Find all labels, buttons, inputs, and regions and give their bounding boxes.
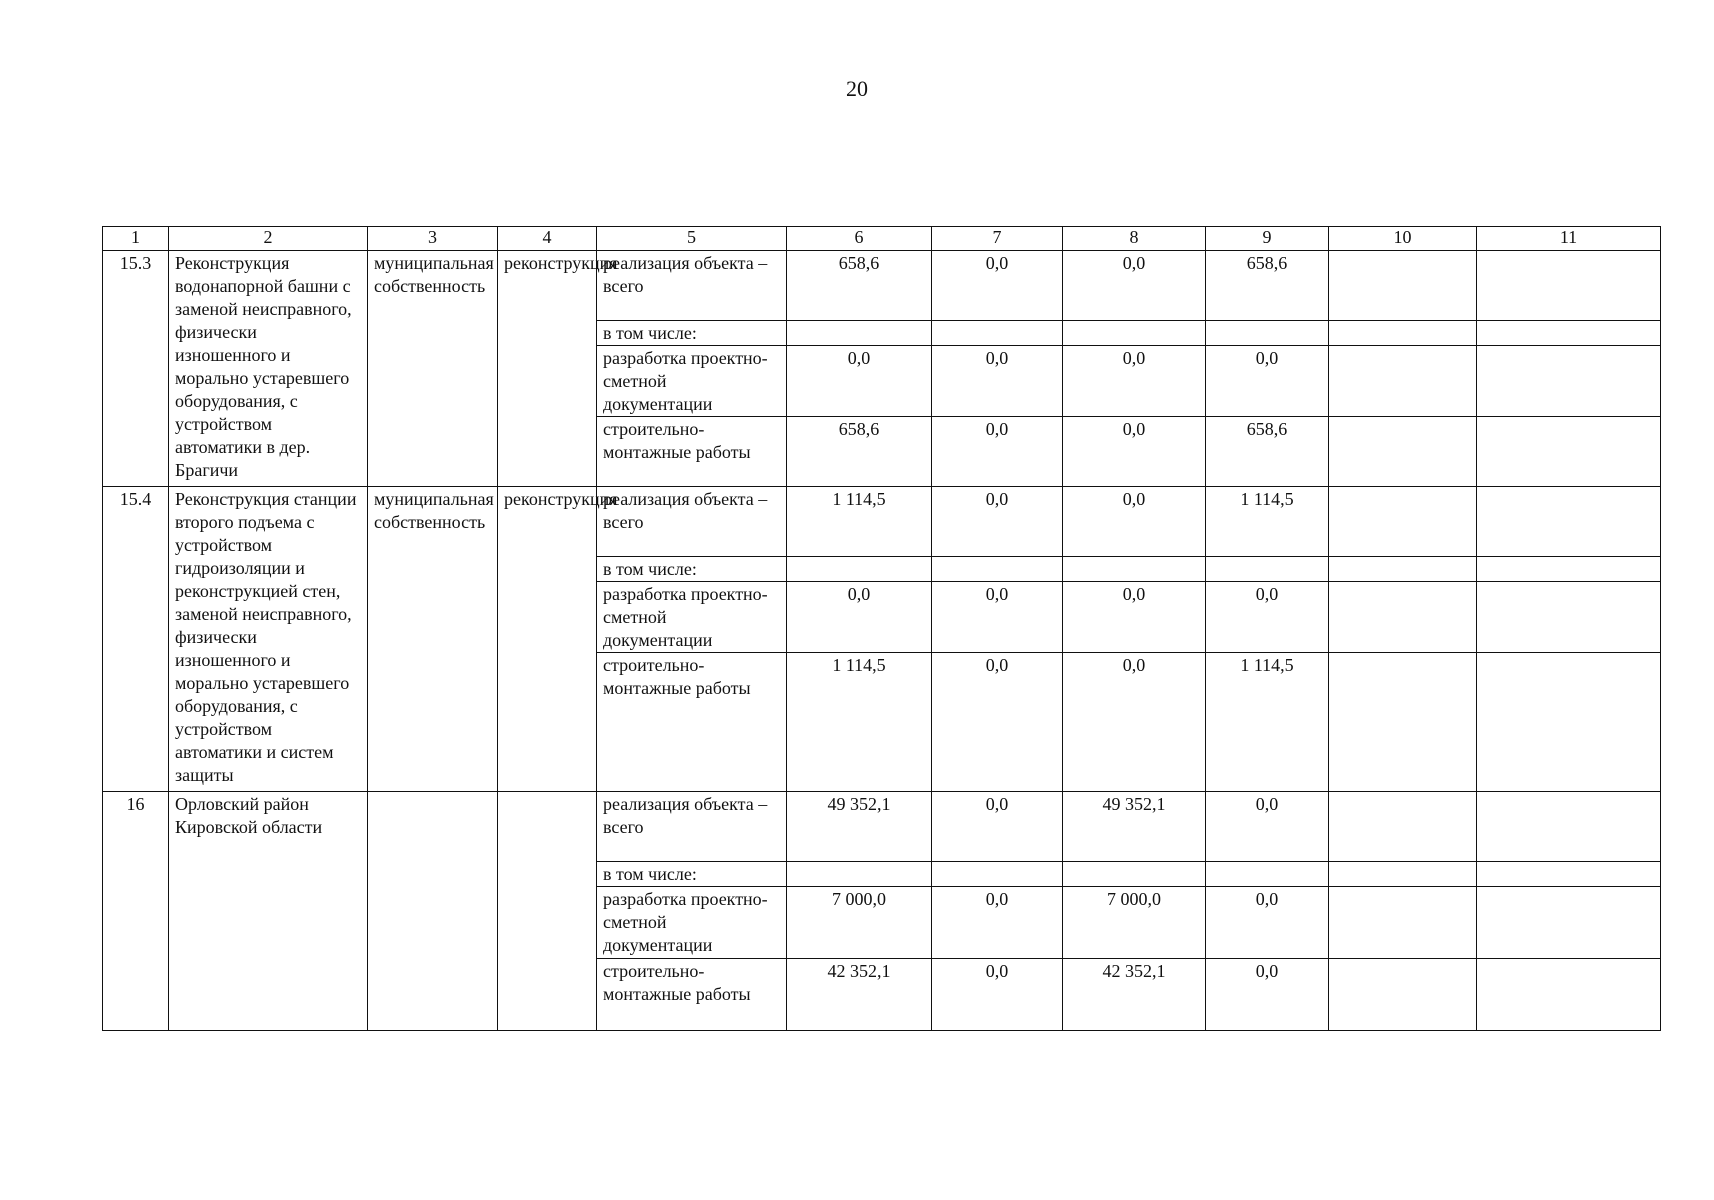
empty-cell (1206, 862, 1329, 887)
amount-cell: 0,0 (1063, 251, 1206, 321)
empty-cell (1329, 251, 1477, 321)
empty-cell (1329, 862, 1477, 887)
empty-cell (1329, 321, 1477, 346)
amount-cell: 0,0 (1063, 417, 1206, 487)
budget-table (102, 226, 1661, 1031)
amount-cell: 0,0 (787, 346, 932, 417)
amount-cell: 0,0 (1206, 959, 1329, 1031)
empty-cell (1329, 792, 1477, 862)
empty-cell (1329, 346, 1477, 417)
empty-cell (1477, 417, 1661, 487)
column-number: 5 (597, 227, 787, 251)
breakdown-label: в том числе: (597, 321, 787, 346)
column-number: 10 (1329, 227, 1477, 251)
amount-cell: 0,0 (1063, 582, 1206, 653)
breakdown-label: строительно-монтажные работы (597, 417, 787, 487)
empty-cell (1329, 557, 1477, 582)
empty-cell (1063, 557, 1206, 582)
amount-cell: 1 114,5 (787, 653, 932, 792)
empty-cell (932, 557, 1063, 582)
column-number: 3 (368, 227, 498, 251)
object-name: Реконструкция водонапорной башни с заменой неисправного, физически изношенного и морально устаревшего оборудования, с устройством автоматики в дер. Брагичи (169, 251, 368, 487)
column-number-row (103, 227, 1661, 251)
empty-cell (1063, 862, 1206, 887)
breakdown-label: реализация объекта – всего (597, 792, 787, 862)
empty-cell (932, 321, 1063, 346)
amount-cell: 42 352,1 (1063, 959, 1206, 1031)
work-type: реконструкция (498, 487, 597, 792)
column-number: 1 (103, 227, 169, 251)
ownership-form (368, 792, 498, 1031)
empty-cell (1477, 959, 1661, 1031)
row-number: 15.4 (103, 487, 169, 792)
empty-cell (1477, 653, 1661, 792)
page-number: 20 (846, 76, 868, 101)
amount-cell: 0,0 (932, 887, 1063, 959)
amount-cell: 0,0 (1206, 582, 1329, 653)
breakdown-label: в том числе: (597, 862, 787, 887)
empty-cell (1477, 346, 1661, 417)
row-number: 15.3 (103, 251, 169, 487)
work-type: реконструкция (498, 251, 597, 487)
empty-cell (1329, 487, 1477, 557)
amount-cell: 0,0 (932, 653, 1063, 792)
amount-cell: 0,0 (1206, 887, 1329, 959)
breakdown-label: строительно-монтажные работы (597, 653, 787, 792)
column-number: 4 (498, 227, 597, 251)
table-row (103, 251, 1661, 321)
amount-cell: 0,0 (1063, 487, 1206, 557)
amount-cell: 0,0 (932, 417, 1063, 487)
breakdown-label: строительно-монтажные работы (597, 959, 787, 1031)
empty-cell (1477, 582, 1661, 653)
breakdown-label: разработка проектно-сметной документации (597, 582, 787, 653)
amount-cell: 0,0 (932, 251, 1063, 321)
empty-cell (1063, 321, 1206, 346)
empty-cell (1329, 959, 1477, 1031)
amount-cell: 0,0 (932, 582, 1063, 653)
amount-cell: 0,0 (1206, 346, 1329, 417)
ownership-form: муниципальная собственность (368, 251, 498, 487)
empty-cell (787, 862, 932, 887)
amount-cell: 658,6 (787, 417, 932, 487)
empty-cell (1477, 251, 1661, 321)
empty-cell (1477, 887, 1661, 959)
empty-cell (932, 862, 1063, 887)
amount-cell: 1 114,5 (1206, 487, 1329, 557)
breakdown-label: разработка проектно-сметной документации (597, 887, 787, 959)
empty-cell (787, 321, 932, 346)
amount-cell: 0,0 (1063, 346, 1206, 417)
empty-cell (1329, 887, 1477, 959)
row-number: 16 (103, 792, 169, 1031)
empty-cell (1477, 862, 1661, 887)
amount-cell: 49 352,1 (1063, 792, 1206, 862)
breakdown-label: разработка проектно-сметной документации (597, 346, 787, 417)
column-number: 9 (1206, 227, 1329, 251)
amount-cell: 658,6 (1206, 417, 1329, 487)
amount-cell: 0,0 (1206, 792, 1329, 862)
column-number: 8 (1063, 227, 1206, 251)
amount-cell: 658,6 (787, 251, 932, 321)
breakdown-label: реализация объекта – всего (597, 251, 787, 321)
empty-cell (1329, 417, 1477, 487)
column-number: 7 (932, 227, 1063, 251)
amount-cell: 1 114,5 (787, 487, 932, 557)
object-name: Реконструкция станции второго подъема с устройством гидроизоляции и реконструкцией стен, заменой неисправного, физически изношенного и морально устаревшего оборудования, с устройством автоматики и систем защиты (169, 487, 368, 792)
amount-cell: 0,0 (932, 346, 1063, 417)
empty-cell (1477, 557, 1661, 582)
empty-cell (1206, 557, 1329, 582)
amount-cell: 0,0 (932, 487, 1063, 557)
table-row (103, 792, 1661, 862)
empty-cell (1477, 487, 1661, 557)
column-number: 2 (169, 227, 368, 251)
amount-cell: 42 352,1 (787, 959, 932, 1031)
ownership-form: муниципальная собственность (368, 487, 498, 792)
empty-cell (1477, 792, 1661, 862)
empty-cell (787, 557, 932, 582)
amount-cell: 0,0 (932, 959, 1063, 1031)
breakdown-label: реализация объекта – всего (597, 487, 787, 557)
amount-cell: 7 000,0 (787, 887, 932, 959)
empty-cell (1206, 321, 1329, 346)
amount-cell: 0,0 (787, 582, 932, 653)
column-number: 6 (787, 227, 932, 251)
amount-cell: 0,0 (1063, 653, 1206, 792)
object-name: Орловский район Кировской области (169, 792, 368, 1031)
empty-cell (1329, 582, 1477, 653)
column-number: 11 (1477, 227, 1661, 251)
amount-cell: 1 114,5 (1206, 653, 1329, 792)
breakdown-label: в том числе: (597, 557, 787, 582)
table-row (103, 487, 1661, 557)
empty-cell (1329, 653, 1477, 792)
amount-cell: 49 352,1 (787, 792, 932, 862)
empty-cell (1477, 321, 1661, 346)
amount-cell: 658,6 (1206, 251, 1329, 321)
work-type (498, 792, 597, 1031)
amount-cell: 0,0 (932, 792, 1063, 862)
amount-cell: 7 000,0 (1063, 887, 1206, 959)
